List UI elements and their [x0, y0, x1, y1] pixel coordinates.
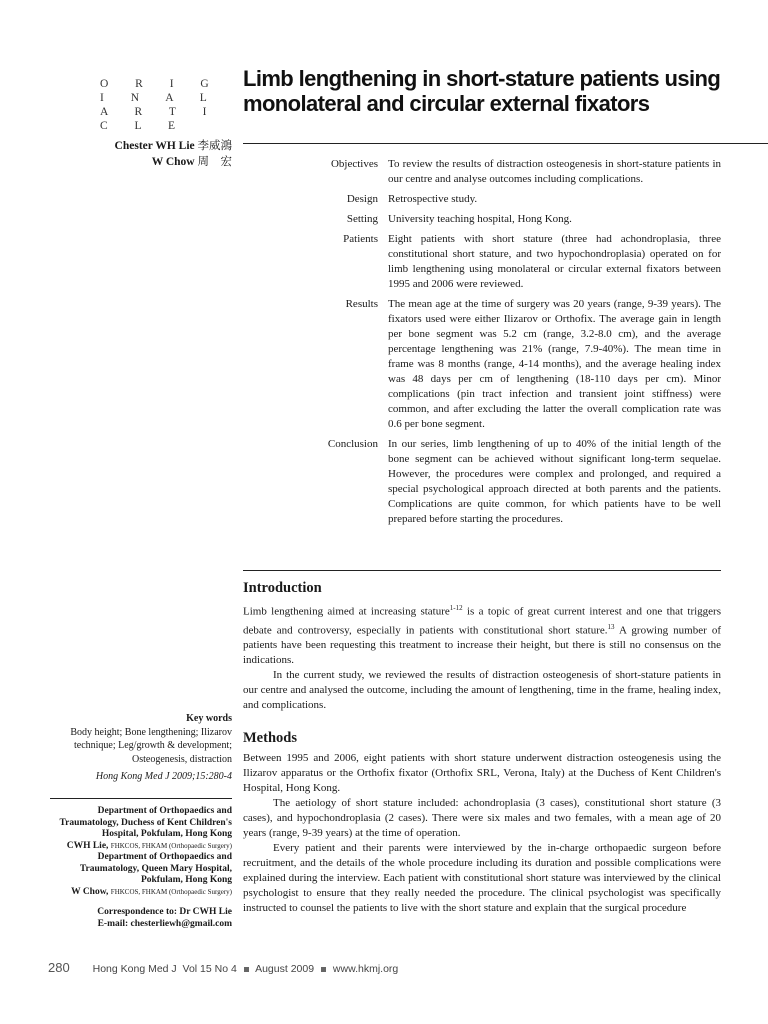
- affiliation-1-author: [40, 841, 232, 853]
- author-1-chinese: 李威鴻: [197, 140, 232, 152]
- affiliation-1-author-name: CWH Lie,: [66, 840, 109, 851]
- abstract-text: Eight patients with short stature (three had achondroplasia, three constitutional short stature, and two hypochondroplasia) operated on for limb lengthening using monolateral or circular external fixators between 1995 and 2006 were reviewed.: [388, 233, 721, 290]
- article-type-label: [100, 77, 240, 133]
- affiliations-block: [40, 806, 232, 930]
- intro-p1-text-a: Limb lengthening aimed at increasing stature: [243, 605, 450, 618]
- abstract-text: The mean age at the time of surgery was 20 years (range, 9-39 years). The fixators used were either Ilizarov or Orthofix. The average gain in length per bone segment was 5.2 cm (range, 3.2-8.0 cm), and the average percentage lengthening was 21% (range, 7.9-40%). The mean time in frame was 8 months (range, 4-14 months), and the average healing index was 48 days per cm of lengthening (18-110 days per cm). Minor complications (pin tract infection and transient joint stiffness) were common, and after excluding the latter the overall complication rate was 0.6 per bone segment.: [388, 298, 721, 430]
- author-1: [60, 138, 232, 154]
- sidebar-divider: [50, 798, 232, 799]
- citation-superscript: 1-12: [449, 604, 463, 612]
- author-2: [60, 154, 232, 170]
- structured-abstract: [243, 157, 721, 532]
- abstract-row-design: [243, 192, 721, 207]
- article-title: Limb lengthening in short-stature patients using monolateral and circular external fixators: [243, 66, 721, 116]
- square-bullet-icon: [244, 967, 249, 972]
- abstract-row-setting: [243, 212, 721, 227]
- article-type-line1: O R I G I N A L: [100, 78, 221, 104]
- introduction-heading: Introduction: [243, 580, 322, 596]
- author-2-chinese: 周 宏: [197, 156, 232, 168]
- page-footer: [48, 960, 568, 975]
- square-bullet-icon: [321, 967, 326, 972]
- keywords-block: [50, 712, 232, 766]
- abstract-label: Results: [345, 298, 378, 310]
- abstract-label: Conclusion: [327, 438, 378, 450]
- affiliation-2-qualifications: FHKCOS, FHKAM (Orthopaedic Surgery): [110, 887, 232, 896]
- introduction-paragraph-2: In the current study, we reviewed the results of distraction osteogenesis of short-stature patients in our centre and analysed the outcome, including the amount of lengthening, time in the frame, healing index, and complications.: [243, 669, 721, 712]
- correspondence-email: E-mail: chesterliewh@gmail.com: [97, 918, 232, 929]
- abstract-label: Objectives: [330, 158, 378, 170]
- introduction-paragraph-1: [243, 601, 721, 668]
- article-type-line2: A R T I C L E: [100, 106, 219, 132]
- abstract-row-results: [243, 297, 721, 432]
- abstract-label: Patients: [343, 233, 378, 245]
- footer-volume: Vol 15 No 4: [182, 963, 237, 975]
- abstract-text: University teaching hospital, Hong Kong.: [388, 213, 572, 225]
- affiliation-2: Department of Orthopaedics and Traumatology, Queen Mary Hospital, Pokfulam, Hong Kong: [79, 852, 232, 885]
- affiliation-1: Department of Orthopaedics and Traumatology, Duchess of Kent Children's Hospital, Pokfulam, Hong Kong: [59, 806, 232, 839]
- methods-paragraph-1: Between 1995 and 2006, eight patients with short stature underwent distraction osteogenesis using the Ilizarov apparatus or the Orthofix fixator (Orthofix SRL, Verona, Italy) at the Duchess of Kent Children's Hospital, Hong Kong.: [243, 752, 721, 795]
- abstract-divider: [243, 570, 721, 571]
- affiliation-2-author-name: W Chow,: [71, 886, 109, 897]
- author-2-name: W Chow: [151, 156, 195, 168]
- intro-p1-text-b: is a topic of great current interest and one that triggers debate and controversy, especially in patients with constitutional short stature.: [243, 605, 721, 637]
- author-list: [60, 138, 232, 170]
- abstract-label: Design: [346, 193, 378, 205]
- methods-heading: Methods: [243, 730, 297, 747]
- keywords-heading: Key words: [186, 713, 232, 724]
- abstract-row-objectives: [243, 157, 721, 187]
- footer-journal: Hong Kong Med J: [92, 963, 177, 975]
- abstract-label: Setting: [346, 213, 378, 225]
- abstract-row-conclusion: [243, 437, 721, 527]
- footer-url[interactable]: www.hkmj.org: [332, 963, 399, 975]
- keywords-list: Body height; Bone lengthening; Ilizarov technique; Leg/growth & development; Osteogenesis, distraction: [70, 726, 232, 765]
- section-gap: [243, 713, 721, 729]
- abstract-row-patients: [243, 232, 721, 292]
- intro-p1-text-c: A growing number of patients have been requesting this treatment to increase their height, but there is still no consensus on the indications.: [243, 624, 721, 667]
- methods-paragraph-3: Every patient and their parents were interviewed by the in-charge orthopaedic surgeon before recruitment, and the details of the whole procedure including its duration and possible complications were explained during the interview. Each patient with constitutional short stature was interviewed by the clinical psychologist to ensure that they really needed the procedure. The clinical psychologist was specifically instructed to counsel the patients to live with the short stature and explain that the surgical procedure: [243, 842, 721, 915]
- abstract-text: Retrospective study.: [388, 193, 478, 205]
- methods-paragraph-2: The aetiology of short stature included: achondroplasia (3 cases), constitutional short stature (3 cases), and hypochondroplasia (2 cases). There were six males and two females, with a mean age of 20 years (range, 9-39 years) at the time of operation.: [243, 797, 721, 840]
- main-text-column: [243, 579, 721, 916]
- correspondence-line: Correspondence to: Dr CWH Lie: [97, 907, 232, 917]
- title-divider: [243, 143, 768, 144]
- abstract-text: To review the results of distraction osteogenesis in short-stature patients in our centre and analyse outcomes including complications.: [388, 158, 721, 185]
- affiliation-1-qualifications: FHKCOS, FHKAM (Orthopaedic Surgery): [110, 841, 232, 850]
- affiliation-2-author: [40, 887, 232, 899]
- abstract-text: In our series, limb lengthening of up to 40% of the initial length of the bone segment can be achieved without significant long-term sequelae. However, the procedures were complex and prolonged, and required a special psychological approach directed at both parents and the patients. Complications are quite common, for which patients have to be well prepared before starting the procedures.: [388, 438, 721, 525]
- footer-date: August 2009: [255, 963, 315, 975]
- citation-superscript: 13: [607, 622, 615, 631]
- journal-citation: Hong Kong Med J 2009;15:280-4: [95, 771, 232, 782]
- page-number: 280: [48, 960, 70, 975]
- author-1-name: Chester WH Lie: [114, 140, 195, 152]
